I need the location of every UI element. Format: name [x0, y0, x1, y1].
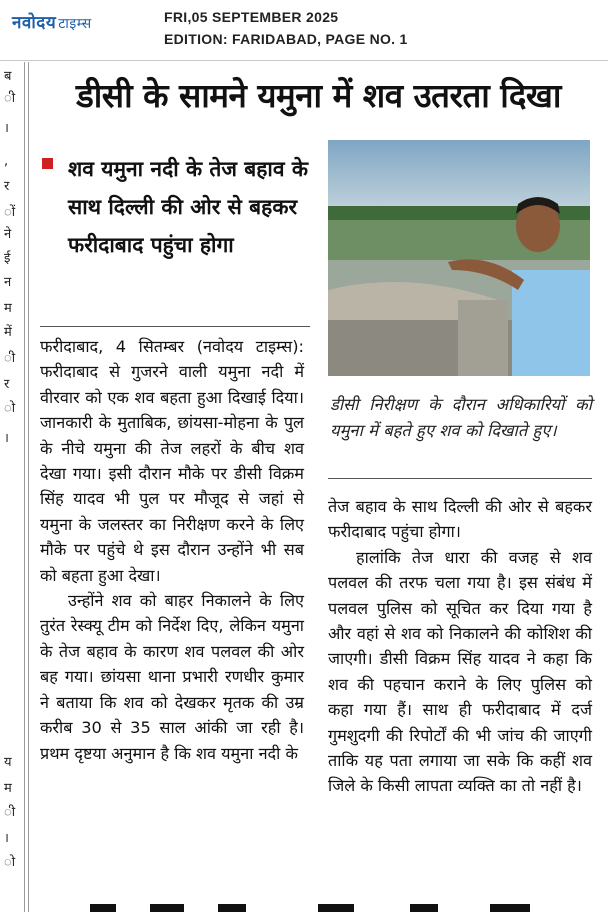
- article-photo[interactable]: [328, 140, 590, 376]
- masthead: [0, 0, 608, 58]
- column-fragment-glyph: म: [4, 781, 12, 796]
- column-divider: [28, 62, 29, 912]
- subheadline-rule: [40, 326, 310, 327]
- column-fragment-glyph: ।: [4, 121, 9, 136]
- paragraph: उन्होंने शव को बाहर निकालने के लिए तुरंत रेस्क्यू टीम को निर्देश दिए, लेकिन यमुना के तेज बहाव के कारण शव पलवल की ओर बह गया। छांयसा थाना प्रभारी रणधीर कुमार ने बताया कि शव को देखकर मृतक की उम्र करीब 30 से 35 साल आंकी जा रही है। प्रथम दृष्टया अनुमान है कि शव यमुना नदी के: [40, 591, 304, 763]
- column-fragment-glyph: म: [4, 301, 12, 316]
- column-fragment-glyph: र: [4, 377, 10, 392]
- column-fragment-glyph: ी: [4, 91, 16, 106]
- header-divider: [0, 60, 608, 61]
- article-subheadline: शव यमुना नदी के तेज बहाव के साथ दिल्ली की ओर से बहकर फरीदाबाद पहुंचा होगा: [68, 157, 308, 257]
- caption-rule: [328, 478, 592, 479]
- column-fragment-glyph: ी: [4, 351, 16, 366]
- column-fragment-glyph: ।: [4, 831, 9, 846]
- column-fragment-glyph: ,: [4, 154, 9, 169]
- article-column-2: [328, 494, 592, 799]
- next-article-strip: [80, 900, 608, 912]
- column-fragment-glyph: न: [4, 275, 12, 290]
- column-fragment-glyph: ो: [4, 855, 16, 870]
- photo-image: [328, 140, 590, 376]
- photo-caption: डीसी निरीक्षण के दौरान अधिकारियों को यमुना में बहते हुए शव को दिखाते हुए।: [330, 395, 592, 440]
- edition-info: EDITION: FARIDABAD, PAGE NO. 1: [164, 31, 408, 47]
- column-fragment-glyph: ो: [4, 401, 16, 416]
- column-fragment-glyph: ों: [4, 205, 16, 220]
- column-divider: [24, 62, 25, 912]
- column-fragment-glyph: ब: [4, 69, 12, 84]
- bullet-square-icon: [42, 158, 53, 169]
- column-fragment-glyph: ।: [4, 431, 9, 446]
- column-fragment-glyph: ई: [4, 251, 11, 266]
- adjacent-column-fragment: [0, 62, 22, 912]
- paragraph: हालांकि तेज धारा की वजह से शव पलवल की तरफ चला गया है। इस संबंध में पलवल पुलिस को सूचित कर दिया गया है और वहां से शव को निकालने की कोशिश की जाएगी। डीसी विक्रम सिंह यादव ने कहा कि शव की पहचान कराने के लिए पुलिस को कहा गया हैं। साथ ही फरीदाबाद में दर्ज गुमशुदगी की रिपोर्टों की भी जांच की जाएगी ताकि यह पता लगाया जा सके कि कहीं शव जिले के किसी लापता व्यक्ति का तो नहीं है।: [328, 547, 592, 796]
- paragraph: तेज बहाव के साथ दिल्ली की ओर से बहकर फरीदाबाद पहुंचा होगा।: [328, 497, 592, 542]
- column-fragment-glyph: ी: [4, 805, 16, 820]
- column-fragment-glyph: में: [4, 325, 12, 340]
- issue-date: FRI,05 SEPTEMBER 2025: [164, 9, 339, 25]
- column-fragment-glyph: य: [4, 755, 12, 770]
- article-column-1: [40, 334, 304, 766]
- newspaper-logo[interactable]: [12, 10, 92, 33]
- logo-sub: टाइम्स: [58, 16, 92, 32]
- logo-main: नवोदय: [12, 13, 57, 33]
- article-headline: डीसी के सामने यमुना में शव उतरता दिखा: [76, 76, 561, 115]
- column-fragment-glyph: ने: [4, 227, 12, 242]
- column-fragment-glyph: र: [4, 179, 10, 194]
- paragraph: फरीदाबाद, 4 सितम्बर (नवोदय टाइम्स): फरीदाबाद से गुजरने वाली यमुना नदी में वीरवार को एक शव बहता हुआ दिखाई दिया। जानकारी के मुताबिक, छांयसा-मोहना के पुल के नीचे यमुना की तेज लहरों के बीच शव देखा गया। इसी दौरान मौके पर डीसी विक्रम सिंह यादव भी पुल पर मौजूद से जहां से यमुना के जलस्तर का निरीक्षण करने के लिए मौके पर पहुंचे थे इस दौरान उन्होंने भी सब को बहता हुआ देखा।: [40, 337, 304, 585]
